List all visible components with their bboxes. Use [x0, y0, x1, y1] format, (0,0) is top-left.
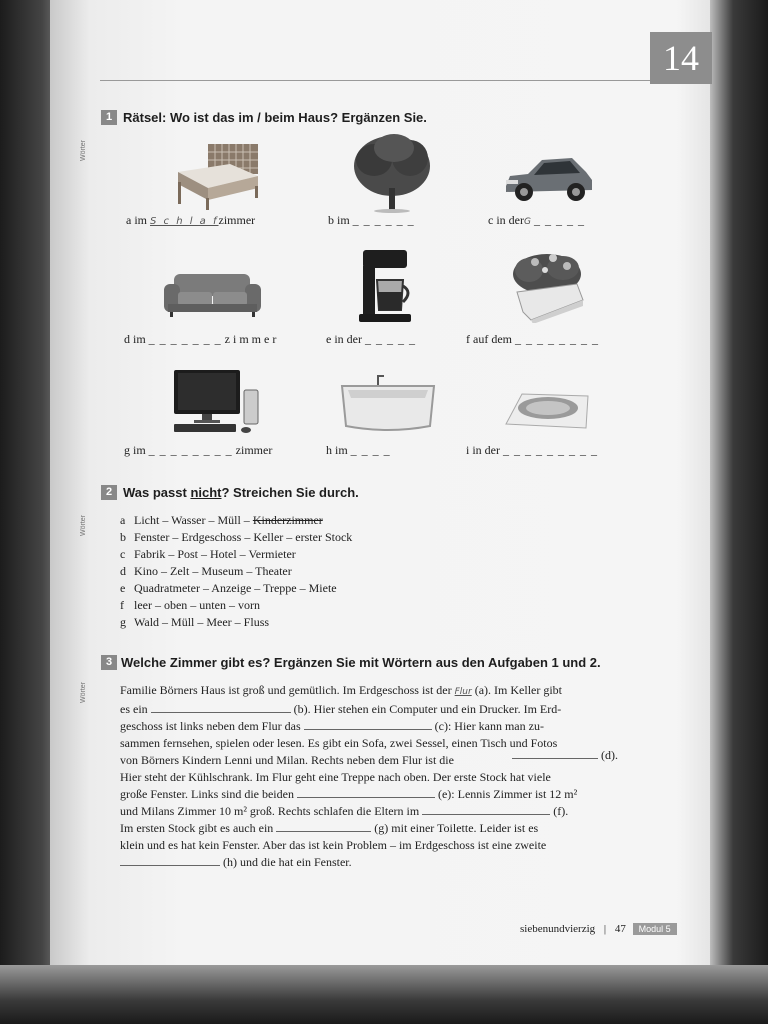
exercise-2-heading: Was passt nicht? Streichen Sie durch.	[123, 485, 359, 500]
item-1i: i in der _ _ _ _ _ _ _ _ _	[466, 443, 598, 457]
exercise-3-text: Familie Börners Haus ist groß und gemütlich. Im Erdgeschoss ist der Flur (a). Im Keller gibt es ein (b). Hier stehen ein Computer und ein Drucker. Im Erd- geschoss ist links neben dem Flur das (c): Hier kann man zu- sammen fernsehen, spielen oder lesen. Es gibt ein Sofa, zwei Sessel, einen Tisch und Fotos von Börners Kindern Lenni und Milan. Rechts neben dem Flur ist die Hier steht der Kühlschrank. Im Flur geht eine Treppe nach oben. Der erste Stock hat viele große Fenster. Links sind die beiden (e): Lennis Zimmer ist 12 m² und Milans Zimmer 10 m² groß. Rechts schlafen die Eltern im (f). Im ersten Stock gibt es auch ein (g) mit einer Toilette. Leider ist es klein und es hat kein Fenster. Aber das ist kein Problem – im Erdgeschoss ist eine zweite (h) und die hat ein Fenster.	[120, 683, 578, 869]
blank-3g[interactable]	[276, 820, 371, 832]
item-1c: c in derG _ _ _ _ _	[488, 213, 585, 227]
blank-1f[interactable]: _ _ _ _ _ _ _ _	[514, 332, 599, 346]
answer-1a: S c h l a f	[150, 216, 219, 227]
item-1a: a im S c h l a fzimmer	[126, 213, 256, 227]
answer-1c: G	[523, 217, 531, 227]
item-1d: d im _ _ _ _ _ _ _ z i m m e r	[124, 332, 277, 346]
blank-1h[interactable]: _ _ _ _	[350, 443, 391, 457]
list-item[interactable]: f leer – oben – unten – vorn	[120, 598, 260, 612]
exercise-3-number: 3	[101, 655, 117, 670]
header-rule	[100, 80, 650, 81]
blank-3e[interactable]	[297, 786, 435, 798]
exercise-3-heading: Welche Zimmer gibt es? Ergänzen Sie mit Wörtern aus den Aufgaben 1 und 2.	[121, 655, 601, 670]
item-3d: (d).	[512, 747, 618, 763]
item-1b: b im _ _ _ _ _ _	[328, 213, 415, 227]
item-1h: h im _ _ _ _	[326, 443, 391, 457]
blank-1c[interactable]: _ _ _ _ _	[533, 213, 585, 227]
carpet-image	[502, 390, 592, 435]
item-1e: e in der _ _ _ _ _	[326, 332, 416, 346]
exercise-2-number: 2	[101, 485, 117, 500]
computer-image	[170, 368, 265, 436]
exercise-2-list	[120, 512, 352, 631]
exercise-1-heading: Rätsel: Wo ist das im / beim Haus? Ergänzen Sie.	[123, 110, 427, 125]
item-1g: g im _ _ _ _ _ _ _ _ zimmer	[124, 443, 273, 457]
answer-3a: Flur	[454, 687, 472, 697]
exercise-1-number: 1	[101, 110, 117, 125]
scan-shadow-bottom	[0, 965, 768, 1024]
blank-1i[interactable]: _ _ _ _ _ _ _ _ _	[503, 443, 598, 457]
page-word: siebenundvierzig	[520, 923, 596, 935]
tree-image	[350, 130, 435, 215]
plant-image	[505, 248, 590, 323]
page-footer: siebenundvierzig | 47 Modul 5	[520, 923, 677, 935]
coffee-machine-image	[355, 248, 417, 324]
list-item[interactable]: e Quadratmeter – Anzeige – Treppe – Miete	[120, 581, 337, 595]
page-number: 47	[614, 923, 626, 935]
blank-3b[interactable]	[151, 701, 291, 713]
blank-1b[interactable]: _ _ _ _ _ _	[352, 213, 415, 227]
blank-1d[interactable]: _ _ _ _ _ _ _	[148, 332, 222, 346]
margin-note-3: Wörter	[80, 682, 87, 703]
list-item[interactable]: a Licht – Wasser – Müll – Kinderzimmer	[120, 513, 323, 527]
bed-image	[170, 142, 265, 212]
blank-3f[interactable]	[422, 803, 550, 815]
module-badge: Modul 5	[633, 923, 677, 935]
list-item[interactable]: c Fabrik – Post – Hotel – Vermieter	[120, 547, 296, 561]
item-1f: f auf dem _ _ _ _ _ _ _ _	[466, 332, 599, 346]
blank-1g[interactable]: _ _ _ _ _ _ _ _	[148, 443, 233, 457]
car-image	[500, 150, 595, 205]
margin-note-2: Wörter	[80, 515, 87, 536]
sofa-image	[160, 270, 265, 318]
blank-3c[interactable]	[304, 718, 432, 730]
list-item[interactable]: g Wald – Müll – Meer – Fluss	[120, 615, 270, 629]
list-item[interactable]: d Kino – Zelt – Museum – Theater	[120, 564, 292, 578]
blank-3d[interactable]	[512, 747, 598, 759]
chapter-number: 14	[650, 32, 712, 84]
list-item[interactable]: b Fenster – Erdgeschoss – Keller – erster Stock	[120, 530, 353, 544]
blank-3h[interactable]	[120, 854, 220, 866]
blank-1e[interactable]: _ _ _ _ _	[364, 332, 416, 346]
struck-word: Kinderzimmer	[252, 513, 323, 527]
bathtub-image	[338, 372, 438, 434]
scan-shadow-right	[710, 0, 768, 1024]
margin-note-1: Wörter	[80, 140, 87, 161]
